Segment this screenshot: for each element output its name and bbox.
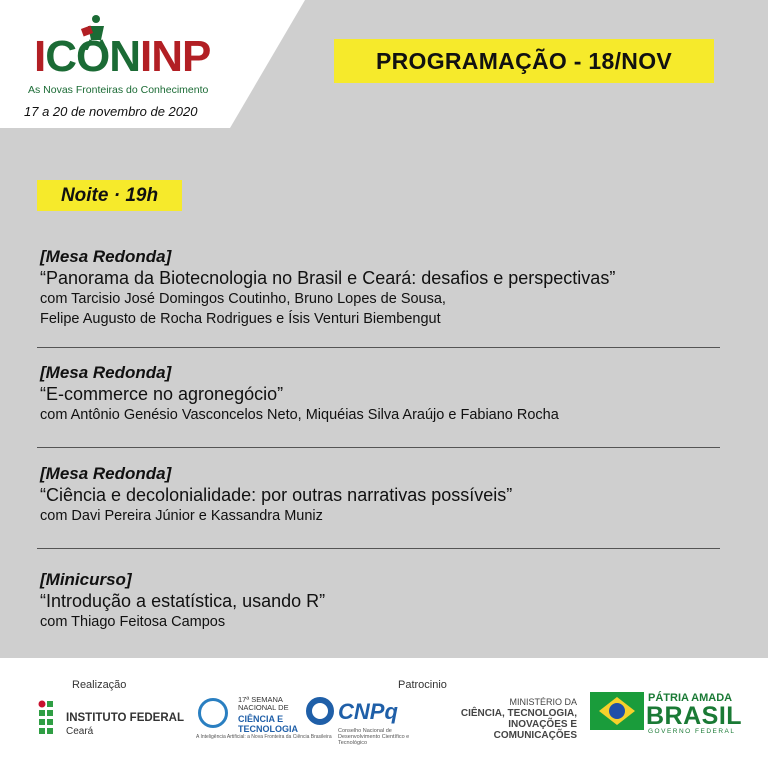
gov-federal: GOVERNO FEDERAL — [648, 728, 736, 735]
cnpq-mark-icon — [306, 697, 334, 725]
cnpq-subtitle: Conselho Nacional de Desenvolvimento Científico e Tecnológico — [338, 728, 410, 746]
event-tag: [Mesa Redonda] — [40, 247, 172, 266]
logo-panel-slant — [230, 0, 305, 128]
cnpq-name: CNPq — [338, 699, 398, 724]
if-name: INSTITUTO FEDERAL — [66, 712, 184, 724]
mcti-line-1: MINISTÉRIO DA — [509, 697, 577, 707]
event-item — [40, 463, 730, 526]
event-people: Felipe Augusto de Rocha Rodrigues e Ísis Venturi Biembengut — [40, 311, 441, 327]
iconinp-logo — [26, 14, 236, 124]
brazil-flag-icon — [590, 692, 644, 730]
event-tag: [Minicurso] — [40, 570, 132, 589]
event-tag: [Mesa Redonda] — [40, 464, 172, 483]
event-people: com Thiago Feitosa Campos — [40, 614, 226, 630]
snct-logo — [196, 695, 332, 742]
event-dates: 17 a 20 de novembro de 2020 — [24, 104, 198, 119]
mcti-logo — [432, 697, 577, 741]
logo-letter-i: I — [34, 32, 46, 81]
divider — [37, 347, 720, 348]
instituto-federal-logo — [38, 700, 184, 740]
period-label: Noite · 19h — [60, 184, 159, 206]
if-grid-icon — [38, 700, 60, 736]
snct-edition: 17ª SEMANA NACIONAL DE — [238, 695, 289, 712]
event-item — [40, 246, 730, 329]
gov-brasil: BRASIL — [646, 702, 743, 730]
snct-title: CIÊNCIA E TECNOLOGIA — [238, 714, 298, 734]
realizacao-label: Realização — [72, 679, 127, 691]
logo-con: CON — [45, 32, 141, 81]
page-title: PROGRAMAÇÃO - 18/NOV — [375, 47, 673, 74]
event-tag: [Mesa Redonda] — [40, 363, 172, 382]
event-item — [40, 362, 730, 425]
event-item — [40, 569, 730, 632]
mcti-line-3: INOVAÇÕES E COMUNICAÇÕES — [493, 719, 577, 741]
event-title: “E-commerce no agronegócio” — [40, 384, 284, 404]
period-badge — [37, 180, 182, 211]
logo-wordmark — [34, 32, 210, 82]
if-campus: Ceará — [66, 726, 94, 737]
mcti-line-2: CIÊNCIA, TECNOLOGIA, — [460, 708, 577, 719]
event-people: com Tarcisio José Domingos Coutinho, Bruno Lopes de Sousa, — [40, 291, 446, 307]
logo-subtitle: As Novas Fronteiras do Conhecimento — [28, 84, 209, 96]
cnpq-logo — [306, 697, 416, 746]
logo-inp: INP — [140, 32, 211, 81]
snct-emblem-icon — [198, 698, 228, 728]
snct-tagline: A Inteligência Artificial: a Nova Fronteira da Ciência Brasileira — [196, 734, 332, 740]
event-people: com Antônio Genésio Vasconcelos Neto, Miquéias Silva Araújo e Fabiano Rocha — [40, 407, 559, 423]
divider — [37, 548, 720, 549]
event-title: “Introdução a estatística, usando R” — [40, 591, 326, 611]
event-title: “Panorama da Biotecnologia no Brasil e Ceará: desafios e perspectivas” — [40, 268, 616, 288]
gov-slogan: PÁTRIA AMADA — [648, 692, 733, 704]
programacao-badge — [334, 39, 714, 83]
divider — [37, 447, 720, 448]
patrocinio-label: Patrocinio — [398, 679, 447, 691]
governo-federal-logo — [588, 690, 743, 736]
event-title: “Ciência e decolonialidade: por outras narrativas possíveis” — [40, 485, 513, 505]
event-people: com Davi Pereira Júnior e Kassandra Muniz — [40, 508, 323, 524]
